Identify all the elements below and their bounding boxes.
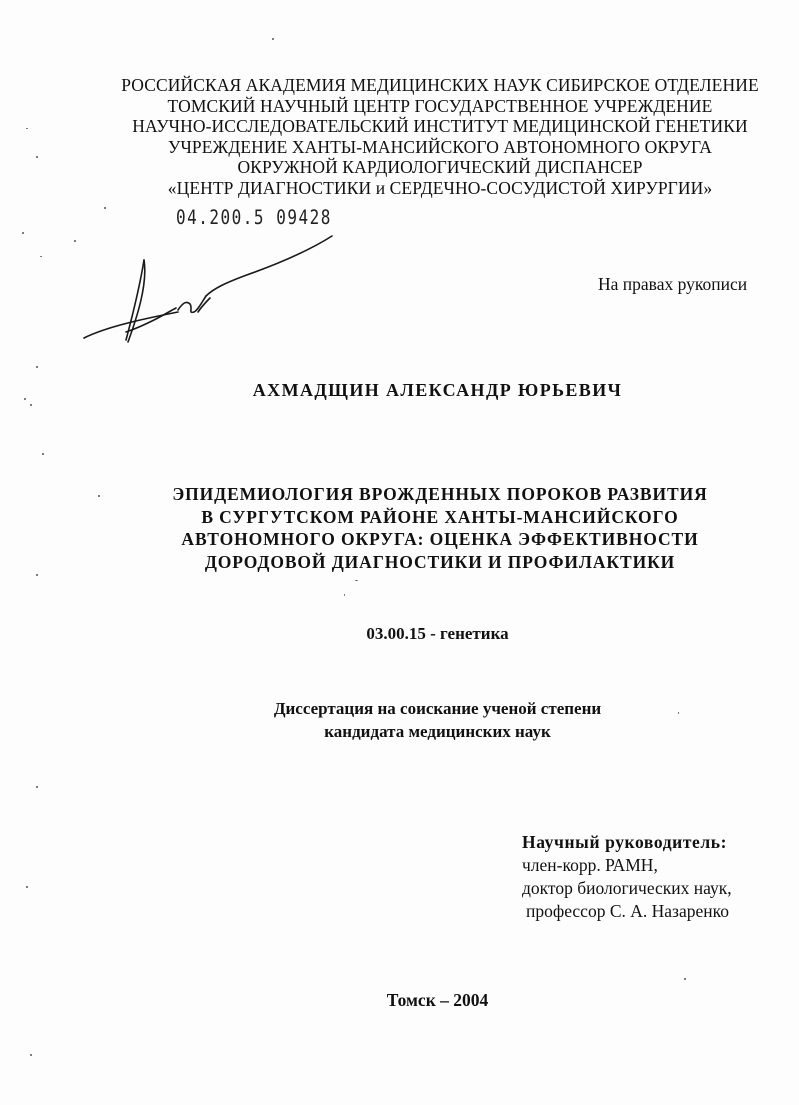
degree-statement	[0, 697, 799, 743]
scan-speck	[74, 240, 76, 242]
scan-speck	[30, 404, 32, 406]
scan-speck	[26, 886, 28, 888]
scan-speck	[22, 232, 24, 234]
title-line: ЭПИДЕМИОЛОГИЯ ВРОЖДЕННЫХ ПОРОКОВ РАЗВИТИЯ	[172, 484, 708, 504]
author-name: АХМАДЩИН АЛЕКСАНДР ЮРЬЕВИЧ	[252, 380, 623, 400]
header-line-academy: РОССИЙСКАЯ АКАДЕМИЯ МЕДИЦИНСКИХ НАУК СИБИРСКОЕ ОТДЕЛЕНИЕ	[121, 75, 759, 95]
city-year: Томск – 2004	[386, 990, 489, 1010]
scan-speck	[24, 398, 26, 400]
header-line-tomsk-center: ТОМСКИЙ НАУЧНЫЙ ЦЕНТР ГОСУДАРСТВЕННОЕ УЧРЕЖДЕНИЕ	[167, 95, 713, 116]
scan-speck	[42, 453, 44, 455]
institution-header	[100, 75, 780, 199]
dissertation-title	[100, 483, 780, 573]
supervisor-title-line: член-корр. РАМН,	[522, 855, 658, 875]
specialty-code: 03.00.15 - генетика	[366, 624, 509, 643]
supervisor-heading: Научный руководитель:	[522, 832, 728, 852]
scan-speck	[36, 786, 38, 788]
scan-speck	[40, 256, 42, 257]
handwritten-signature	[78, 230, 338, 355]
scan-speck	[36, 366, 38, 368]
registration-stamp-number: 04.200.5 09428	[176, 206, 332, 229]
title-line: В СУРГУТСКОМ РАЙОНЕ ХАНТЫ-МАНСИЙСКОГО	[201, 506, 679, 527]
supervisor-name-line: профессор С. А. Назаренко	[526, 901, 729, 921]
scan-speck	[36, 574, 38, 576]
header-line-surgery-center: «ЦЕНТР ДИАГНОСТИКИ и СЕРДЕЧНО-СОСУДИСТОЙ ХИРУРГИИ»	[167, 177, 713, 198]
degree-line: Диссертация на соискание ученой степени	[273, 699, 602, 718]
scan-speck	[355, 580, 358, 581]
header-line-khmao-institution: УЧРЕЖДЕНИЕ ХАНТЫ-МАНСИЙСКОГО АВТОНОМНОГО ОКРУГА	[167, 136, 713, 157]
title-line: ДОРОДОВОЙ ДИАГНОСТИКИ И ПРОФИЛАКТИКИ	[204, 551, 676, 572]
header-line-genetics-institute: НАУЧНО-ИССЛЕДОВАТЕЛЬСКИЙ ИНСТИТУТ МЕДИЦИНСКОЙ ГЕНЕТИКИ	[132, 116, 748, 137]
scan-speck	[30, 1054, 32, 1056]
degree-line: кандидата медицинских наук	[324, 722, 551, 741]
manuscript-rights-note: На правах рукописи	[598, 274, 748, 294]
supervisor-title-line: доктор биологических наук,	[522, 878, 732, 898]
scan-speck	[104, 207, 106, 209]
scan-speck	[98, 495, 100, 497]
scan-speck	[26, 128, 28, 129]
header-line-cardio-dispensary: ОКРУЖНОЙ КАРДИОЛОГИЧЕСКИЙ ДИСПАНСЕР	[237, 157, 643, 178]
scan-speck	[36, 156, 38, 158]
title-line: АВТОНОМНОГО ОКРУГА: ОЦЕНКА ЭФФЕКТИВНОСТИ	[181, 529, 699, 549]
scan-speck	[684, 978, 686, 980]
scientific-supervisor	[522, 831, 732, 923]
scan-speck	[272, 38, 274, 40]
scan-speck	[344, 594, 345, 596]
scan-speck	[678, 712, 679, 714]
